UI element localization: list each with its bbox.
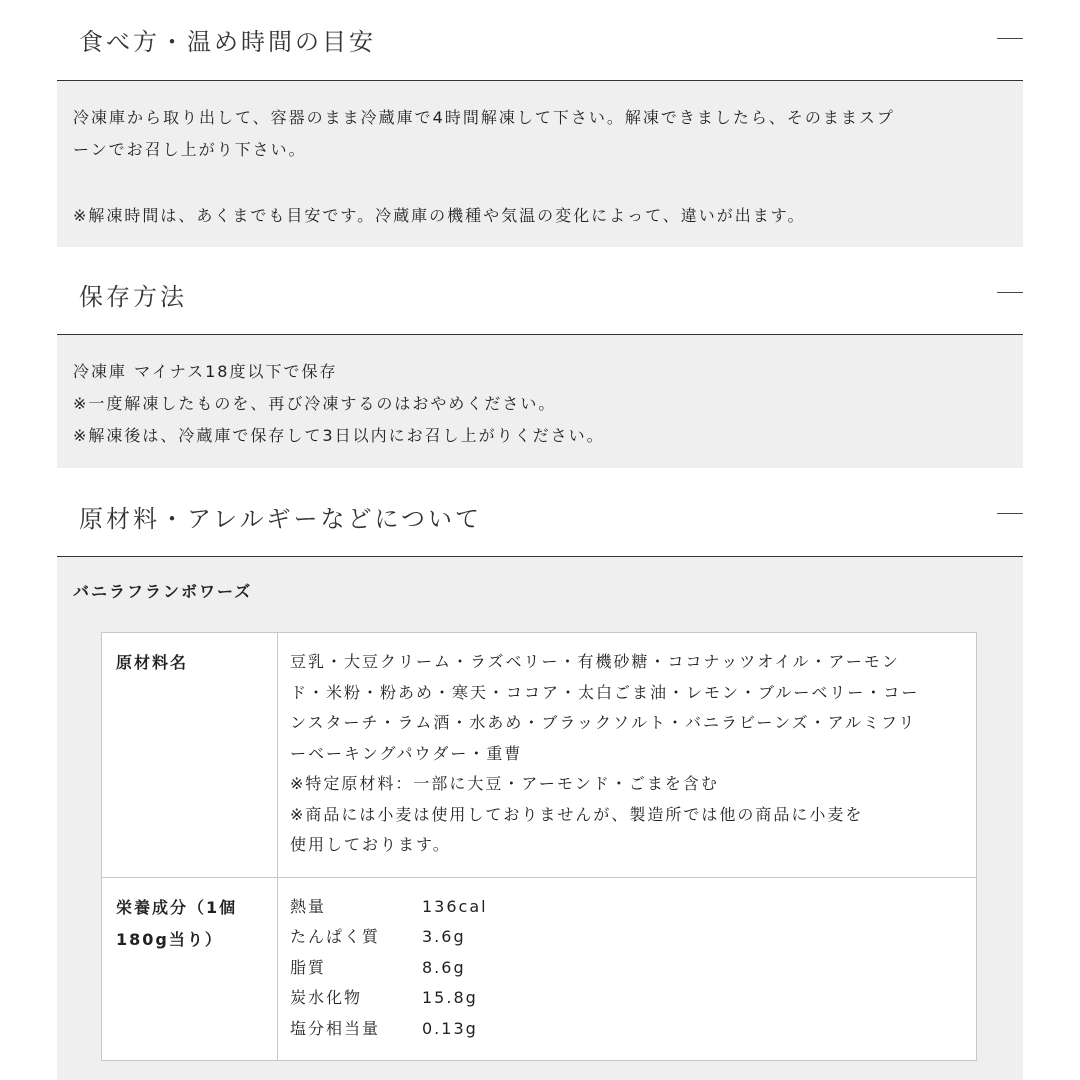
ingredients-line: 豆乳・大豆クリーム・ラズベリー・有機砂糖・ココナッツオイル・アーモン: [290, 652, 900, 671]
collapse-icon[interactable]: [997, 513, 1023, 514]
nutrition-value: 136cal: [422, 896, 488, 916]
accordion-body-storage: [57, 335, 1023, 468]
allergen-note: ※特定原材料：一部に大豆・アーモンド・ごまを含む: [290, 774, 719, 793]
nutrition-value: 8.6g: [422, 957, 466, 977]
eating-text-line-2: ーンでお召し上がり下さい。: [73, 140, 307, 159]
table-row-nutrition: [102, 878, 976, 1061]
nutrition-name: 塩分相当量: [290, 1018, 381, 1038]
ingredients-table: [101, 632, 977, 1061]
nutrition-row-protein: [290, 922, 966, 953]
storage-text-line-3: ※解凍後は、冷蔵庫で保存して3日以内にお召し上がりください。: [73, 426, 605, 445]
nutrition-name: たんぱく質: [290, 927, 381, 946]
accordion-title-storage: 保存方法: [79, 283, 187, 311]
accordion-header-eating[interactable]: [57, 0, 1023, 81]
ingredients-cell: [278, 633, 976, 877]
ingredients-line: ーベーキングパウダー・重曹: [290, 743, 523, 763]
collapse-icon[interactable]: [997, 38, 1023, 39]
nutrition-name: 脂質: [290, 957, 327, 977]
ingredients-line: ンスターチ・ラム酒・水あめ・ブラックソルト・バニラビーンズ・アルミフリ: [290, 713, 917, 732]
accordion-body-ingredients: [57, 557, 1023, 1080]
ingredients-label: 原材料名: [102, 633, 278, 877]
ingredients-line: ド・米粉・粉あめ・寒天・ココア・太白ごま油・レモン・ブルーベリー・コー: [290, 682, 920, 702]
collapse-icon[interactable]: [997, 292, 1023, 293]
nutrition-name: 熱量: [290, 896, 327, 916]
accordion-title-eating: 食べ方・温め時間の目安: [79, 28, 376, 56]
nutrition-label-line: 栄養成分（1個: [116, 897, 238, 917]
nutrition-cell: [278, 878, 976, 1061]
nutrition-value: 3.6g: [422, 927, 466, 946]
eating-text-note: ※解凍時間は、あくまでも目安です。冷蔵庫の機種や気温の変化によって、違いが出ます。: [73, 206, 806, 225]
storage-text-line-1: 冷凍庫 マイナス18度以下で保存: [73, 362, 338, 381]
table-row-ingredients: [102, 633, 976, 878]
accordion-body-eating: [57, 81, 1023, 247]
nutrition-value: 15.8g: [422, 988, 478, 1007]
nutrition-value: 0.13g: [422, 1018, 478, 1038]
nutrition-row-salt: [290, 1014, 966, 1045]
nutrition-row-fat: [290, 953, 966, 984]
nutrition-name: 炭水化物: [290, 988, 363, 1007]
accordion-header-ingredients[interactable]: [57, 468, 1023, 557]
nutrition-row-carbohydrate: [290, 983, 966, 1014]
nutrition-label-line: 180g当り）: [116, 929, 223, 949]
eating-text-line-1: 冷凍庫から取り出して、容器のまま冷蔵庫で4時間解凍して下さい。解凍できましたら、そのままスプ: [73, 108, 895, 127]
accordion-title-ingredients: 原材料・アレルギーなどについて: [79, 505, 482, 533]
nutrition-row-energy: [290, 892, 966, 923]
accordion-header-storage[interactable]: [57, 247, 1023, 335]
nutrition-label: [102, 878, 278, 1061]
storage-text-line-2: ※一度解凍したものを、再び冷凍するのはおやめください。: [73, 394, 557, 413]
product-name: バニラフランボワーズ: [73, 582, 253, 601]
wheat-note-line: ※商品には小麦は使用しておりませんが、製造所では他の商品に小麦を: [290, 804, 864, 824]
wheat-note-line: 使用しております。: [290, 835, 451, 854]
